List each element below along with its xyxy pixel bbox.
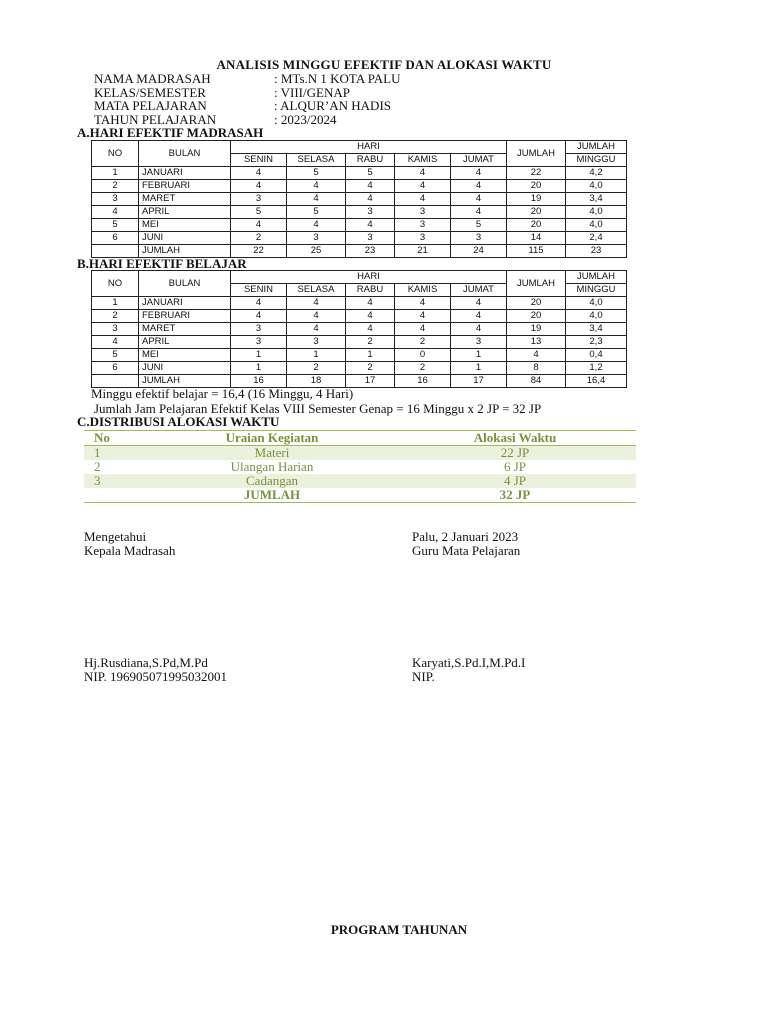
table-row <box>92 219 627 232</box>
col-jumlah-minggu-header: JUMLAH <box>566 271 627 284</box>
table-cell: 4 <box>346 219 395 232</box>
table-distribusi-alokasi <box>84 430 636 503</box>
dist-total-label: JUMLAH <box>150 488 394 503</box>
table-cell: 3 <box>231 323 287 336</box>
signature-left-name-block <box>84 656 227 684</box>
table-cell: 1 <box>92 297 139 310</box>
table-cell: 3 <box>451 336 507 349</box>
col-jumlah-minggu-header: JUMLAH <box>566 141 627 154</box>
table-cell: 3 <box>395 219 451 232</box>
sig-left-line1: Mengetahui <box>84 529 147 544</box>
footer-title: PROGRAM TAHUNAN <box>330 922 468 937</box>
total-cell: 16,4 <box>566 375 627 388</box>
dist-uraian-header: Uraian Kegiatan <box>150 431 394 446</box>
table-cell: 4 <box>451 310 507 323</box>
table-cell: MEI <box>139 219 231 232</box>
total-cell: 22 <box>231 245 287 258</box>
dist-no: 2 <box>94 459 101 474</box>
table-cell: 13 <box>507 336 566 349</box>
table-cell: 3 <box>287 232 346 245</box>
sig-left-nip: NIP. 196905071995032001 <box>84 669 228 684</box>
col-senin-header: SENIN <box>231 284 287 297</box>
table-cell: 4 <box>287 193 346 206</box>
table-cell: 19 <box>507 323 566 336</box>
table-cell: MEI <box>139 349 231 362</box>
sig-right-nip: NIP. <box>412 669 435 684</box>
info-row <box>94 86 401 100</box>
table-cell: 4 <box>395 323 451 336</box>
table-cell: 4,2 <box>566 167 627 180</box>
table-cell: MARET <box>139 323 231 336</box>
table-cell: 2 <box>395 362 451 375</box>
table-cell: 5 <box>346 167 395 180</box>
table-cell: 1 <box>231 362 287 375</box>
dist-no: 3 <box>84 474 150 488</box>
dist-no: 1 <box>84 446 150 461</box>
table-cell: 3 <box>92 323 139 336</box>
table-cell: 4 <box>395 180 451 193</box>
table-row <box>92 193 627 206</box>
table-cell: 1 <box>92 167 139 180</box>
table-cell: 2,3 <box>566 336 627 349</box>
dist-alokasi: 4 JP <box>394 474 636 488</box>
info-row <box>94 72 401 86</box>
table-cell: 4 <box>231 219 287 232</box>
table-cell: 20 <box>507 297 566 310</box>
dist-uraian: Materi <box>150 446 394 461</box>
col-rabu-header: RABU <box>346 154 395 167</box>
table-cell: 20 <box>507 219 566 232</box>
table-cell: 5 <box>287 206 346 219</box>
table-cell: 4 <box>231 310 287 323</box>
table-cell: 1 <box>287 349 346 362</box>
total-cell: 16 <box>231 375 287 388</box>
col-minggu-header: MINGGU <box>566 284 627 297</box>
table-hari-efektif-belajar <box>91 270 627 388</box>
table-cell: 4 <box>395 167 451 180</box>
col-minggu-header: MINGGU <box>566 154 627 167</box>
info-row <box>94 113 401 127</box>
table-cell: 8 <box>507 362 566 375</box>
table-cell: 4,0 <box>566 310 627 323</box>
col-no-header: NO <box>92 271 139 297</box>
col-senin-header: SENIN <box>231 154 287 167</box>
table-cell: 5 <box>92 349 139 362</box>
table-cell: 4 <box>346 310 395 323</box>
col-no-header: NO <box>92 141 139 167</box>
dist-uraian: Cadangan <box>150 474 394 488</box>
table-cell: 5 <box>231 206 287 219</box>
table-cell: APRIL <box>139 206 231 219</box>
dist-alokasi: 6 JP <box>503 459 527 474</box>
dist-alokasi: 22 JP <box>394 446 636 461</box>
table-cell: 5 <box>92 219 139 232</box>
table-cell: 3 <box>395 206 451 219</box>
total-cell: 16 <box>395 375 451 388</box>
table-cell: 3 <box>287 336 346 349</box>
table-cell: 6 <box>92 362 139 375</box>
sig-left-name: Hj.Rusdiana,S.Pd,M.Pd <box>84 655 208 670</box>
total-label: JUMLAH <box>139 245 231 258</box>
signature-right-header <box>412 530 520 558</box>
sig-left-line2: Kepala Madrasah <box>84 543 176 558</box>
table-cell: 2 <box>231 232 287 245</box>
table-cell: 2 <box>395 336 451 349</box>
table-cell: 2 <box>92 310 139 323</box>
table-cell: 5 <box>451 219 507 232</box>
table-cell: APRIL <box>139 336 231 349</box>
total-cell: 23 <box>346 245 395 258</box>
table-cell: 4 <box>287 310 346 323</box>
table-row <box>92 336 627 349</box>
table-cell: 19 <box>507 193 566 206</box>
table-cell: 4 <box>451 193 507 206</box>
table-cell: 2,4 <box>566 232 627 245</box>
table-cell: 4 <box>451 167 507 180</box>
sig-right-line1: Palu, 2 Januari 2023 <box>412 529 519 544</box>
total-cell: 24 <box>451 245 507 258</box>
table-cell: JUNI <box>139 362 231 375</box>
table-cell: 3 <box>92 193 139 206</box>
table-cell: 4 <box>231 297 287 310</box>
total-cell: 17 <box>451 375 507 388</box>
table-row <box>92 297 627 310</box>
table-row <box>92 206 627 219</box>
sig-right-line2: Guru Mata Pelajaran <box>412 543 521 558</box>
signature-left-header <box>84 530 175 558</box>
table-cell: 3 <box>231 193 287 206</box>
table-cell: JANUARI <box>139 297 231 310</box>
info-label: NAMA MADRASAH <box>94 71 211 86</box>
table-cell: 4 <box>346 180 395 193</box>
table-row <box>92 323 627 336</box>
section-a-heading: A.HARI EFEKTIF MADRASAH <box>77 125 264 140</box>
info-value: : VIII/GENAP <box>274 84 350 100</box>
col-kamis-header: KAMIS <box>395 154 451 167</box>
table-cell: 6 <box>92 232 139 245</box>
total-cell: 84 <box>507 375 566 388</box>
table-cell: 4 <box>231 180 287 193</box>
dist-total-value: 32 JP <box>394 488 636 503</box>
document-title: ANALISIS MINGGU EFEKTIF DAN ALOKASI WAKTU <box>216 57 552 72</box>
col-selasa-header: SELASA <box>287 154 346 167</box>
total-label: JUMLAH <box>139 375 231 388</box>
table-row <box>92 362 627 375</box>
table-cell: 4 <box>287 180 346 193</box>
table-cell: FEBRUARI <box>139 310 231 323</box>
note-minggu-efektif: Minggu efektif belajar = 16,4 (16 Minggu, 4 Hari) <box>91 386 354 401</box>
table-cell: 3 <box>346 232 395 245</box>
table-cell: 2 <box>92 180 139 193</box>
table-cell: 1,2 <box>566 362 627 375</box>
table-cell: 4 <box>92 336 139 349</box>
table-cell: 20 <box>507 206 566 219</box>
col-jumlah-header: JUMLAH <box>507 141 566 167</box>
info-value: : ALQUR’AN HADIS <box>274 98 391 113</box>
dist-no-header: No <box>84 431 150 446</box>
col-rabu-header: RABU <box>346 284 395 297</box>
table-cell: 4 <box>287 323 346 336</box>
info-block <box>94 72 401 126</box>
section-b-heading: B.HARI EFEKTIF BELAJAR <box>77 256 247 271</box>
distribution-header-row <box>84 431 636 446</box>
table-cell: 0 <box>395 349 451 362</box>
table-hari-efektif-madrasah <box>91 140 627 258</box>
distribution-total-row <box>84 488 636 503</box>
table-cell: 1 <box>451 362 507 375</box>
table-cell: 4 <box>451 206 507 219</box>
table-cell: MARET <box>139 193 231 206</box>
table-row <box>84 460 636 474</box>
col-kamis-header: KAMIS <box>395 284 451 297</box>
table-cell: 3,4 <box>566 323 627 336</box>
table-cell: 14 <box>507 232 566 245</box>
table-cell: 0,4 <box>566 349 627 362</box>
table-row <box>92 232 627 245</box>
table-cell: 5 <box>287 167 346 180</box>
total-cell: 23 <box>566 245 627 258</box>
col-hari-header: HARI <box>231 271 507 284</box>
info-label: KELAS/SEMESTER <box>94 84 206 100</box>
table-cell: 4 <box>395 310 451 323</box>
info-label: MATA PELAJARAN <box>94 98 207 113</box>
table-cell: 4,0 <box>566 219 627 232</box>
table-cell: 4 <box>346 193 395 206</box>
table-cell: 3,4 <box>566 193 627 206</box>
total-cell: 18 <box>287 375 346 388</box>
table-cell: 3 <box>346 206 395 219</box>
table-row <box>84 474 636 488</box>
info-value: : MTs.N 1 KOTA PALU <box>274 71 401 86</box>
info-label: TAHUN PELAJARAN <box>94 111 217 127</box>
table-cell: 4 <box>395 297 451 310</box>
table-cell: 4 <box>395 193 451 206</box>
table-row <box>92 167 627 180</box>
total-cell: 25 <box>287 245 346 258</box>
col-selasa-header: SELASA <box>287 284 346 297</box>
table-cell: JANUARI <box>139 167 231 180</box>
signature-right-name-block <box>412 656 525 684</box>
table-cell: 1 <box>231 349 287 362</box>
table-cell: 1 <box>346 349 395 362</box>
dist-alokasi-header: Alokasi Waktu <box>394 431 636 446</box>
info-value: : 2023/2024 <box>274 111 337 127</box>
table-cell: 4,0 <box>566 180 627 193</box>
table-cell: 4 <box>451 323 507 336</box>
table-cell: 20 <box>507 180 566 193</box>
table-cell: 20 <box>507 310 566 323</box>
table-cell: 4 <box>287 219 346 232</box>
table-cell: 4 <box>346 323 395 336</box>
table-cell: 4 <box>451 297 507 310</box>
table-cell: 2 <box>346 336 395 349</box>
table-cell: 1 <box>451 349 507 362</box>
table-cell: 4 <box>231 167 287 180</box>
table-cell: 3 <box>231 336 287 349</box>
table-cell: 4,0 <box>566 297 627 310</box>
info-row <box>94 99 401 113</box>
col-jumlah-header: JUMLAH <box>507 271 566 297</box>
table-cell: 4 <box>507 349 566 362</box>
table-cell: 4 <box>346 297 395 310</box>
table-cell: 3 <box>451 232 507 245</box>
table-cell: 4 <box>92 206 139 219</box>
sig-right-name: Karyati,S.Pd.I,M.Pd.I <box>412 655 526 670</box>
table-cell: JUNI <box>139 232 231 245</box>
table-row <box>92 310 627 323</box>
table-row <box>92 349 627 362</box>
col-jumat-header: JUMAT <box>451 154 507 167</box>
table-row <box>92 180 627 193</box>
total-cell: 115 <box>507 245 566 258</box>
table-cell: 2 <box>346 362 395 375</box>
table-cell: 4 <box>287 297 346 310</box>
col-bulan-header: BULAN <box>139 141 231 167</box>
table-cell: 4 <box>451 180 507 193</box>
section-c-heading: C.DISTRIBUSI ALOKASI WAKTU <box>77 414 280 429</box>
table-cell: 22 <box>507 167 566 180</box>
note-jam-pelajaran: Jumlah Jam Pelajaran Efektif Kelas VIII Semester Genap = 16 Minggu x 2 JP = 32 JP <box>94 401 542 416</box>
table-cell: 3 <box>395 232 451 245</box>
col-jumat-header: JUMAT <box>451 284 507 297</box>
total-cell: 21 <box>395 245 451 258</box>
col-hari-header: HARI <box>231 141 507 154</box>
table-row <box>84 446 636 461</box>
table-cell: 4,0 <box>566 206 627 219</box>
total-cell: 17 <box>346 375 395 388</box>
col-bulan-header: BULAN <box>139 271 231 297</box>
table-cell: 2 <box>287 362 346 375</box>
dist-uraian: Ulangan Harian <box>230 459 314 474</box>
table-cell: FEBRUARI <box>139 180 231 193</box>
